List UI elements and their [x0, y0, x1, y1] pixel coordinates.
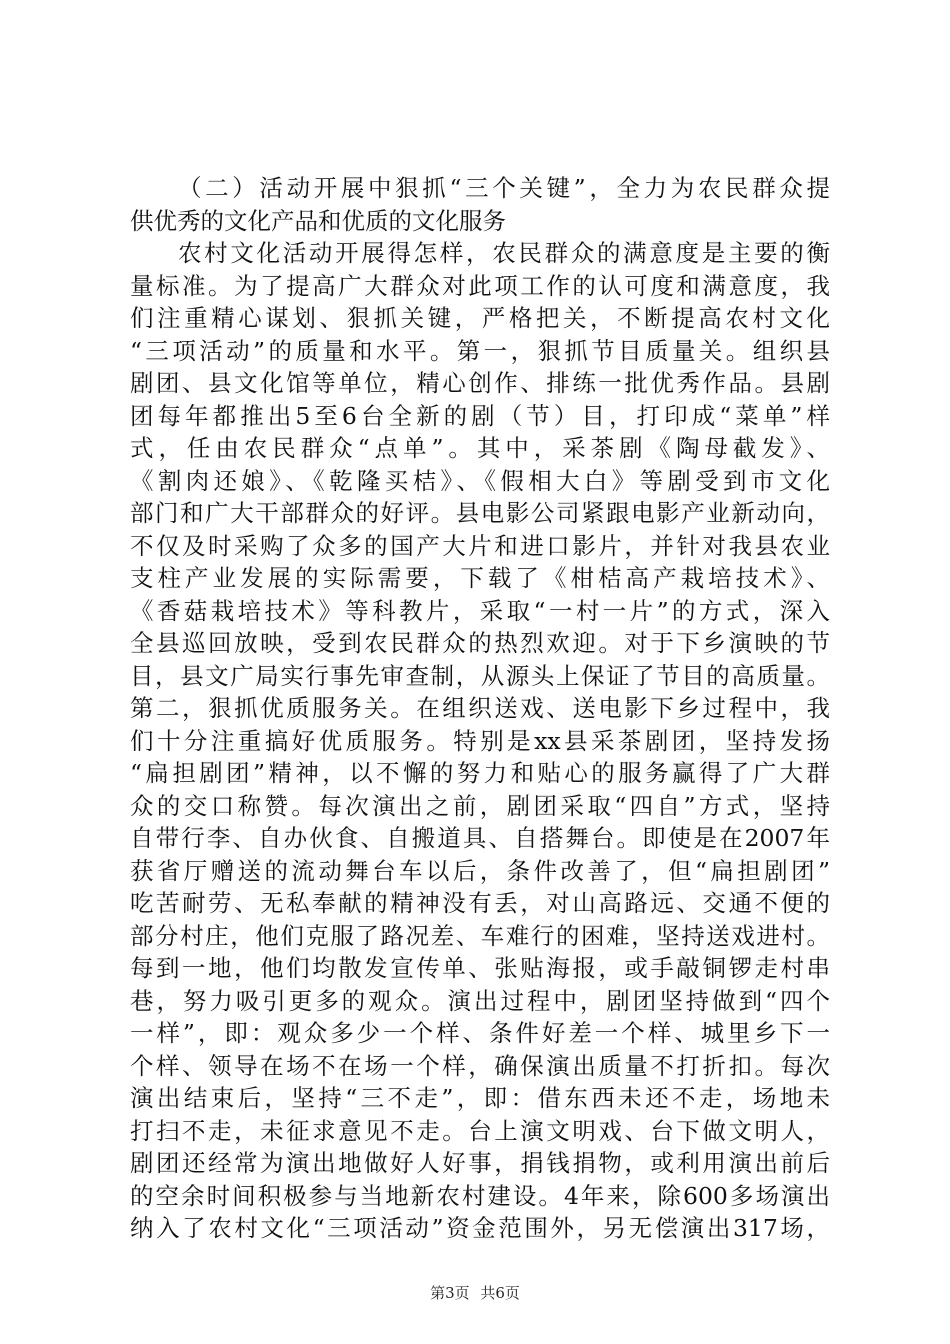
- text-line: 不仅及时采购了众多的国产大片和进口影片，并针对我县农业: [130, 531, 830, 560]
- text-line: 们注重精心谋划、狠抓关键，严格把关，不断提高农村文化: [130, 304, 830, 332]
- document-body: [130, 172, 830, 1245]
- text-line: 自带行李、自办伙食、自搬道具、自搭舞台。即使是在2007年: [130, 824, 830, 852]
- page-total: 共6页: [480, 1284, 520, 1302]
- text-line: 《香菇栽培技术》等科教片，采取“一村一片”的方式，深入: [130, 596, 830, 625]
- text-line: 打扫不走，未征求意见不走。台上演文明戏、台下做文明人，: [130, 1116, 830, 1145]
- text-line: 剧团还经常为演出地做好人好事，捐钱捐物，或利用演出前后: [130, 1149, 830, 1177]
- text-line: 团每年都推出5至6台全新的剧（节）目，打印成“菜单”样: [130, 401, 830, 430]
- text-line: 第二，狠抓优质服务关。在组织送戏、送电影下乡过程中，我: [130, 694, 830, 722]
- text-line: 式，任由农民群众“点单”。其中，采茶剧《陶母截发》、: [130, 434, 830, 462]
- text-line: 每到一地，他们均散发宣传单、张贴海报，或手敲铜锣走村串: [130, 954, 830, 982]
- text-line: 纳入了农村文化“三项活动”资金范围外，另无偿演出317场，: [130, 1214, 830, 1242]
- text-line: 部门和广大干部群众的好评。县电影公司紧跟电影产业新动向，: [130, 499, 830, 527]
- text-line: 供优秀的文化产品和优质的文化服务: [130, 206, 506, 235]
- text-line: 《割肉还娘》、《乾隆买桔》、《假相大白》等剧受到市文化: [130, 466, 830, 495]
- text-line: 部分村庄，他们克服了路况差、车难行的困难，坚持送戏进村。: [130, 921, 830, 950]
- page-number: 第3页: [430, 1284, 470, 1302]
- text-line: 农村文化活动开展得怎样，农民群众的满意度是主要的衡: [178, 239, 830, 267]
- text-line: “扁担剧团”精神，以不懈的努力和贴心的服务赢得了广大群: [130, 759, 830, 787]
- text-line: 全县巡回放映，受到农民群众的热烈欢迎。对于下乡演映的节: [130, 629, 830, 657]
- text-line: 目，县文广局实行事先审查制，从源头上保证了节目的高质量。: [130, 661, 830, 690]
- text-line: 众的交口称赞。每次演出之前，剧团采取“四自”方式，坚持: [130, 791, 830, 820]
- text-line: 支柱产业发展的实际需要，下载了《柑桔高产栽培技术》、: [130, 564, 830, 592]
- text-line: （二）活动开展中狠抓“三个关键”，全力为农民群众提: [178, 174, 830, 202]
- text-line: 一样”，即：观众多少一个样、条件好差一个样、城里乡下一: [130, 1019, 830, 1047]
- page-footer: [0, 1282, 950, 1303]
- text-line: “三项活动”的质量和水平。第一，狠抓节目质量关。组织县: [130, 336, 830, 365]
- text-line: 演出结束后，坚持“三不走”，即：借东西未还不走，场地未: [130, 1084, 830, 1112]
- text-line: 吃苦耐劳、无私奉献的精神没有丢，对山高路远、交通不便的: [130, 889, 830, 917]
- text-line: 获省厅赠送的流动舞台车以后，条件改善了，但“扁担剧团”: [130, 856, 830, 885]
- text-line: 量标准。为了提高广大群众对此项工作的认可度和满意度，我: [130, 271, 830, 300]
- text-line: 巷，努力吸引更多的观众。演出过程中，剧团坚持做到“四个: [130, 986, 830, 1015]
- text-line: 们十分注重搞好优质服务。特别是xx县采茶剧团，坚持发扬: [130, 726, 830, 755]
- text-line: 的空余时间积极参与当地新农村建设。4年来，除600多场演出: [130, 1181, 830, 1210]
- text-line: 个样、领导在场不在场一个样，确保演出质量不打折扣。每次: [130, 1051, 830, 1080]
- text-line: 剧团、县文化馆等单位，精心创作、排练一批优秀作品。县剧: [130, 369, 830, 397]
